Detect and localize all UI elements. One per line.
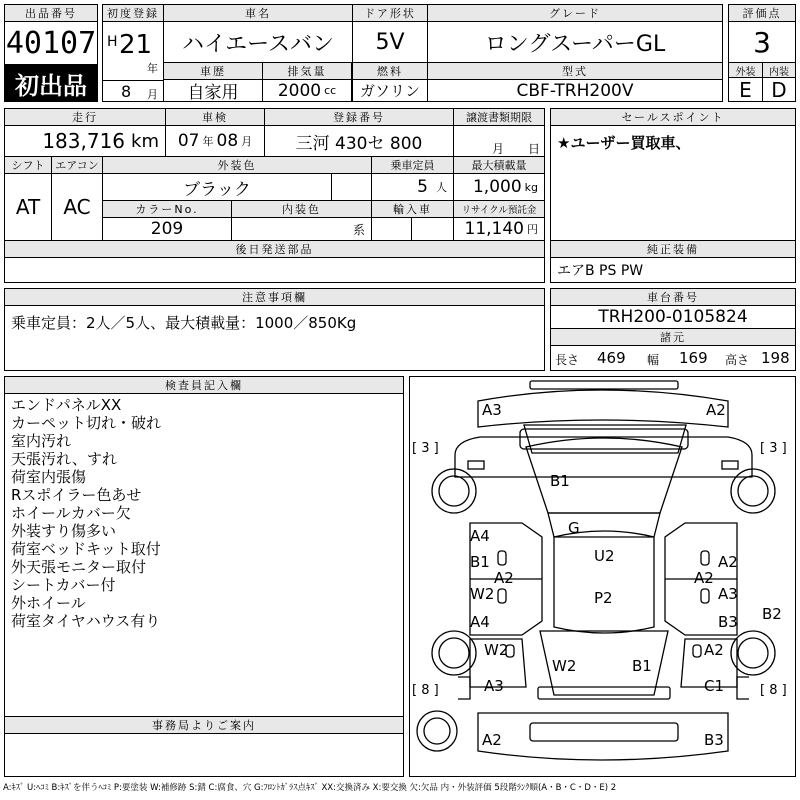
inspector-line: ホイールカバー欠 — [11, 504, 131, 522]
inspection-year: 07 — [177, 131, 200, 151]
height-label: 高さ — [725, 353, 750, 367]
length-label: 長さ — [555, 353, 580, 367]
inspector-line: 荷室ベッドキット取付 — [11, 540, 161, 558]
color-no-label: カラーNo. — [102, 200, 232, 218]
chassis-label: 車台番号 — [550, 288, 796, 306]
grade-label: グレード — [427, 4, 723, 22]
mileage-value: 183,716 — [42, 129, 126, 153]
grade: ロングスーパーGL — [427, 21, 723, 63]
displacement — [262, 79, 352, 102]
damage-mark: P2 — [594, 589, 613, 607]
fuel: ガソリン — [352, 79, 428, 102]
damage-mark: C1 — [704, 677, 725, 695]
damage-mark: A2 — [706, 401, 726, 419]
inspection-month: 08 — [216, 131, 239, 151]
mileage — [4, 125, 166, 157]
damage-mark: A2 — [694, 569, 714, 587]
chassis-number: TRH200-0105824 — [550, 305, 796, 329]
interior-label: 内装 — [762, 62, 796, 78]
lot-number: 40107 — [4, 21, 98, 65]
exterior-color-extra — [331, 173, 372, 201]
later-parts-label: 後日発送部品 — [4, 240, 545, 258]
damage-mark: B3 — [704, 731, 724, 749]
aircon-label: エアコン — [51, 156, 103, 174]
damage-mark: G — [568, 519, 580, 537]
damage-mark: B2 — [762, 605, 782, 623]
interior-grade: D — [762, 77, 796, 102]
damage-mark: [ 8 ] — [412, 683, 439, 698]
damage-mark: A2 — [494, 569, 514, 587]
damage-mark: U2 — [594, 547, 615, 565]
damage-mark: [ 3 ] — [760, 441, 787, 456]
score-label: 評価点 — [728, 4, 796, 22]
damage-mark: A2 — [718, 553, 738, 571]
inspection-label: 車検 — [165, 108, 265, 126]
transfer-day: 日 — [528, 142, 541, 156]
recycle-label: リサイクル預託金 — [453, 200, 545, 218]
shift: AT — [4, 173, 52, 241]
reg-month: 8 — [121, 82, 132, 101]
mileage-unit: km — [131, 130, 159, 152]
door-type-label: ドア形状 — [352, 4, 428, 22]
inspector-notes — [4, 393, 404, 717]
model-code: CBF-TRH200V — [427, 79, 723, 102]
damage-mark: W2 — [552, 657, 577, 675]
first-registration-label: 初度登録 — [102, 4, 164, 22]
car-name-label: 車名 — [163, 4, 353, 22]
damage-mark: [ 3 ] — [412, 441, 439, 456]
color-no: 209 — [102, 217, 232, 241]
reg-month-unit: 月 — [147, 88, 158, 101]
recycle-fee — [453, 217, 545, 241]
transfer-deadline-label: 譲渡書類期限 — [453, 108, 545, 126]
transfer-month: 月 — [492, 142, 505, 156]
shift-label: シフト — [4, 156, 52, 174]
first-registration-year — [102, 21, 164, 81]
first-registration-month — [102, 80, 164, 102]
inspector-line: 外装すり傷多い — [11, 522, 117, 540]
inspector-line: カーペット切れ・破れ — [11, 414, 162, 432]
max-load-unit: kg — [524, 180, 538, 194]
specs — [550, 345, 796, 371]
import-cell-1 — [371, 217, 412, 241]
displacement-unit: cc — [324, 84, 337, 97]
damage-mark: W2 — [470, 585, 495, 603]
car-outline — [410, 377, 797, 778]
notes-label: 注意事項欄 — [4, 288, 545, 306]
damage-mark: A4 — [470, 613, 490, 631]
damage-mark: B1 — [550, 472, 570, 490]
damage-mark: B3 — [718, 613, 738, 631]
inspector-line: 荷室内張傷 — [11, 468, 87, 486]
notes: 乗車定員：2人／5人、最大積載量：1000／850Kg — [4, 305, 545, 371]
exterior-color: ブラック — [102, 173, 332, 201]
inspection-month-unit: 月 — [241, 135, 253, 148]
max-load-label: 最大積載量 — [453, 156, 545, 174]
import-label: 輸入車 — [371, 200, 454, 218]
transfer-deadline — [453, 125, 545, 157]
model-label: 型式 — [427, 62, 723, 80]
history: 自家用 — [163, 79, 263, 102]
lot-number-label: 出品番号 — [4, 4, 98, 22]
inspector-notes-label: 検査員記入欄 — [4, 376, 404, 394]
inspection-date — [165, 125, 265, 157]
interior-color: 系 — [231, 217, 372, 241]
interior-color-label: 内装色 — [231, 200, 372, 218]
mileage-label: 走行 — [4, 108, 166, 126]
damage-code-legend: A:ｷｽﾞ U:ﾍｺﾐ B:ｷｽﾞを伴うﾍｺﾐ P:要塗装 W:補修跡 S:錆 C:腐食、穴 G:ﾌﾛﾝﾄｶﾞﾗｽ点ｷｽﾞ XX:交換済み X:要交換 欠:欠品 内・外装評価 5段階ﾗﾝｸ順(A・B・C・D・E) 2 — [3, 783, 617, 793]
history-label: 車歴 — [163, 62, 263, 80]
damage-mark: A4 — [470, 527, 490, 545]
later-parts — [4, 257, 545, 283]
displacement-label: 排気量 — [262, 62, 352, 80]
import-cell-2 — [411, 217, 454, 241]
seats — [371, 173, 454, 201]
damage-mark: A3 — [482, 401, 502, 419]
recycle-unit: 円 — [527, 223, 538, 236]
reg-year: 21 — [119, 30, 153, 60]
specs-label: 諸元 — [550, 328, 796, 346]
seats-label: 乗車定員 — [371, 156, 454, 174]
seats-unit: 人 — [436, 181, 447, 194]
damage-mark: A2 — [704, 641, 724, 659]
inspector-line: シートカバー付 — [11, 576, 116, 594]
damage-mark: B1 — [632, 657, 652, 675]
standard-equipment: エアB PS PW — [550, 257, 796, 283]
damage-mark: B1 — [470, 553, 490, 571]
damage-mark: A3 — [484, 677, 504, 695]
seats-value: 5 — [417, 177, 428, 197]
inspector-line: 外天張モニター取付 — [11, 558, 147, 576]
damage-mark: A2 — [482, 731, 502, 749]
plate-number: 三河 430セ 800 — [264, 125, 454, 157]
first-listing-badge: 初出品 — [4, 64, 98, 102]
damage-diagram — [409, 376, 796, 777]
exterior-label: 外装 — [728, 62, 763, 78]
plate-label: 登録番号 — [264, 108, 454, 126]
width-label: 幅 — [647, 353, 660, 367]
recycle-value: 11,140 — [464, 219, 524, 239]
length: 469 — [597, 349, 626, 367]
office-notice-label: 事務局よりご案内 — [4, 716, 404, 734]
sales-point: ★ユーザー買取車、 — [550, 125, 796, 241]
exterior-color-label: 外装色 — [102, 156, 372, 174]
aircon: AC — [51, 173, 103, 241]
damage-mark: W2 — [484, 641, 509, 659]
exterior-grade: E — [728, 77, 763, 102]
inspector-line: 荷室タイヤハウス有り — [11, 612, 161, 630]
sales-point-label: セールスポイント — [550, 108, 796, 126]
damage-mark: [ 8 ] — [760, 683, 787, 698]
door-type: 5V — [352, 21, 428, 63]
fuel-label: 燃料 — [352, 62, 428, 80]
inspector-line: エンドパネルXX — [11, 396, 122, 414]
damage-mark: A3 — [718, 585, 738, 603]
era: H — [107, 34, 118, 50]
inspector-line: 外ホイール — [11, 594, 86, 612]
office-notice — [4, 733, 404, 777]
max-load-value: 1,000 — [472, 177, 522, 197]
height: 198 — [761, 349, 790, 367]
inspector-line: 室内汚れ — [11, 432, 72, 450]
displacement-value: 2000 — [277, 80, 322, 101]
car-name: ハイエースバン — [163, 21, 353, 63]
inspector-line: Rスポイラー色あせ — [11, 486, 142, 504]
score: 3 — [728, 21, 796, 63]
inspection-year-unit: 年 — [202, 135, 214, 148]
max-load — [453, 173, 545, 201]
inspector-line: 天張汚れ、すれ — [11, 450, 117, 468]
reg-year-unit: 年 — [147, 62, 158, 75]
standard-equipment-label: 純正装備 — [550, 240, 796, 258]
width: 169 — [679, 349, 708, 367]
